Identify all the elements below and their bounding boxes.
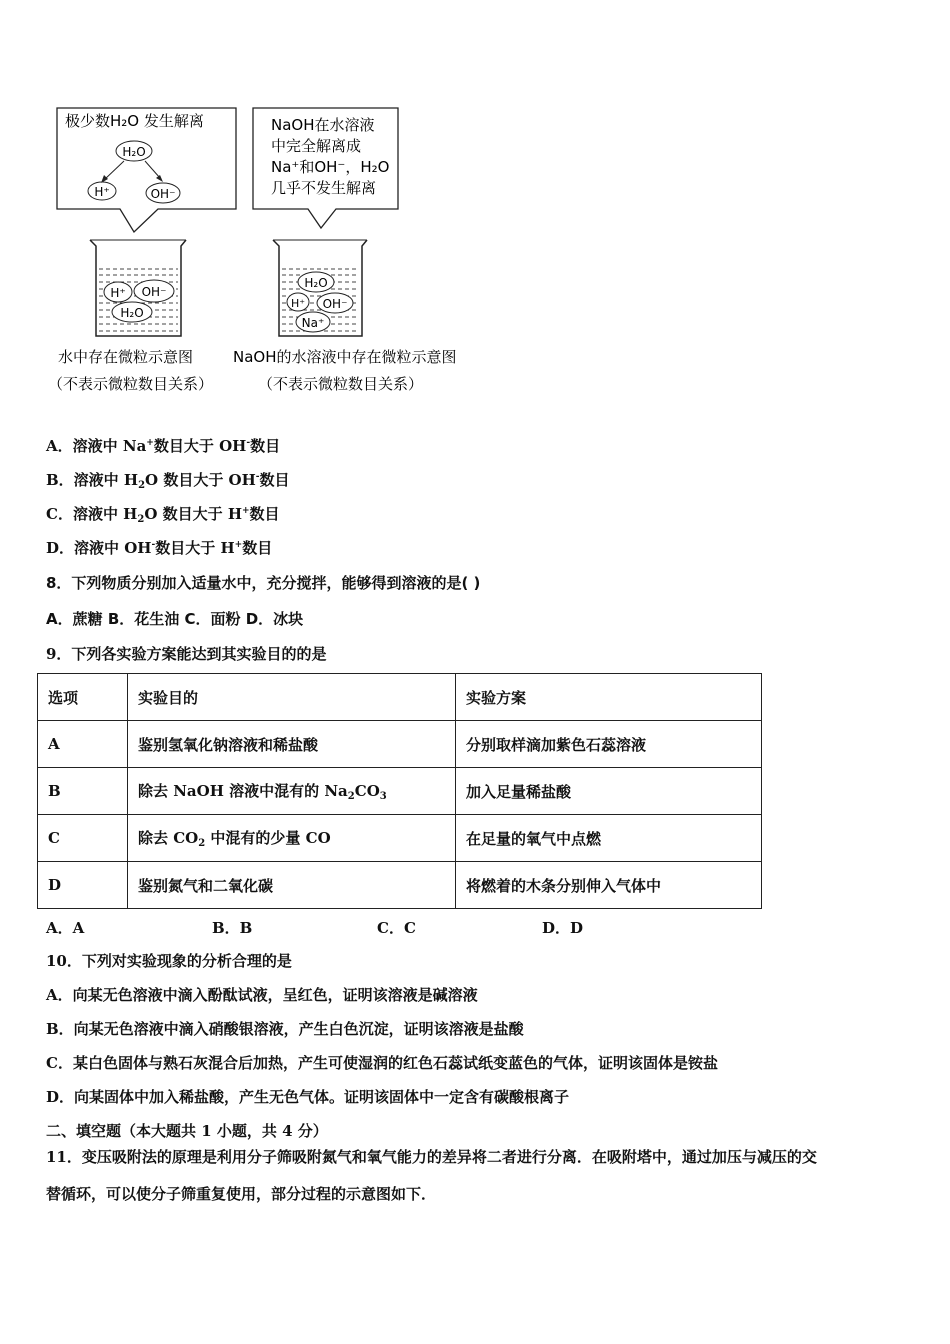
table-row	[38, 768, 762, 815]
q8-options: A．蔗糖 B．花生油 C．面粉 D．冰块	[46, 610, 304, 628]
q7-option-b	[46, 469, 290, 491]
row-a-option: A	[38, 721, 128, 768]
q10-option-a: A．向某无色溶液中滴入酚酞试液，呈红色，证明该溶液是碱溶液	[46, 986, 478, 1004]
row-b-goal-text-2: CO	[354, 782, 380, 800]
q10-option-c: C．某白色固体与熟石灰混合后加热，产生可使湿润的红色石蕊试纸变蓝色的气体，证明该固体是铵盐	[46, 1054, 718, 1072]
right-beaker-h: H⁺	[290, 297, 306, 310]
left-callout	[57, 108, 236, 232]
left-callout-title: 极少数H₂O 发生解离	[65, 112, 204, 130]
table-header-row	[38, 674, 762, 721]
q7-b-sub: 2	[138, 480, 146, 491]
right-callout-line4: 几乎不发生解离	[271, 179, 377, 197]
row-b-goal-text-1: 除去 NaOH 溶液中混有的 Na	[138, 782, 348, 800]
right-beaker-oh: OH⁻	[322, 297, 348, 311]
row-c-plan: 在足量的氧气中点燃	[456, 815, 762, 862]
q7-a-text-1: A．溶液中 Na	[46, 437, 147, 455]
q7-d-sup-2: +	[234, 540, 243, 550]
row-d-goal: 鉴别氮气和二氧化碳	[128, 862, 456, 909]
q7-d-text-2: 数目大于 H	[155, 539, 235, 557]
left-beaker	[90, 240, 186, 336]
ionization-figure	[0, 0, 520, 410]
q7-c-sub: 2	[137, 514, 145, 525]
right-beaker	[273, 240, 367, 336]
row-a-goal: 鉴别氢氧化钠溶液和稀盐酸	[128, 721, 456, 768]
row-b-goal-sub-2: 3	[379, 791, 387, 802]
row-c-goal-text-1: 除去 CO	[138, 829, 199, 847]
q9-table	[37, 673, 762, 909]
right-callout-line3: Na⁺和OH⁻，H₂O	[271, 158, 390, 176]
q7-a-sup-2: -	[246, 438, 251, 448]
right-callout-line1: NaOH在水溶液	[271, 116, 375, 134]
left-beaker-h: H⁺	[110, 286, 126, 300]
table-row	[38, 862, 762, 909]
header-plan: 实验方案	[456, 674, 762, 721]
q9-answer-c: C．C	[377, 919, 416, 937]
header-goal: 实验目的	[128, 674, 456, 721]
q8-stem: 8．下列物质分别加入适量水中，充分搅拌，能够得到溶液的是( )	[46, 574, 481, 592]
q9-answer-d: D．D	[542, 919, 584, 937]
q7-b-text-3: 数目	[259, 471, 290, 489]
q7-d-sup-1: -	[151, 540, 156, 550]
table-row	[38, 815, 762, 862]
right-caption-line2: （不表示微粒数目关系）	[258, 375, 424, 393]
right-callout	[253, 108, 398, 228]
row-d-option: D	[38, 862, 128, 909]
row-b-option: B	[38, 768, 128, 815]
q9-answer-b: B．B	[212, 919, 253, 937]
q7-option-a	[46, 435, 280, 456]
q7-c-text-2: O 数目大于 H	[144, 505, 242, 523]
left-beaker-oh: OH⁻	[141, 285, 167, 299]
row-b-goal	[128, 768, 456, 815]
q10-option-d: D．向某固体中加入稀盐酸，产生无色气体。证明该固体中一定含有碳酸根离子	[46, 1088, 570, 1106]
q10-stem: 10．下列对实验现象的分析合理的是	[46, 952, 292, 970]
q7-option-c	[46, 503, 280, 525]
row-b-goal-sub-1: 2	[347, 791, 355, 802]
q11-line2: 替循环，可以使分子筛重复使用，部分过程的示意图如下．	[46, 1185, 437, 1203]
right-callout-line2: 中完全解离成	[271, 137, 362, 155]
q7-a-text-3: 数目	[250, 437, 281, 455]
row-d-plan: 将燃着的木条分别伸入气体中	[456, 862, 762, 909]
q7-b-sup: -	[255, 472, 260, 482]
left-caption-line2: （不表示微粒数目关系）	[48, 375, 214, 393]
right-beaker-h2o: H₂O	[304, 276, 328, 290]
row-c-goal-text-2: 中混有的少量 CO	[205, 829, 331, 847]
left-callout-oh: OH⁻	[150, 187, 176, 201]
left-callout-h2o: H₂O	[122, 145, 146, 159]
q7-c-text-1: C．溶液中 H	[46, 505, 138, 523]
q7-b-text-2: O 数目大于 OH	[145, 471, 256, 489]
q7-d-text-1: D．溶液中 OH	[46, 539, 152, 557]
q7-b-text-1: B．溶液中 H	[46, 471, 139, 489]
row-c-goal-sub: 2	[198, 838, 206, 849]
q7-c-sup: +	[242, 506, 250, 516]
q7-a-sup-1: +	[146, 438, 154, 448]
q11-line1: 11．变压吸附法的原理是利用分子筛吸附氮气和氧气能力的差异将二者进行分离．在吸附塔中，通过加压与减压的交	[46, 1148, 817, 1166]
q9-answer-a: A．A	[46, 919, 85, 937]
right-beaker-na: Na⁺	[301, 316, 325, 330]
row-a-plan: 分别取样滴加紫色石蕊溶液	[456, 721, 762, 768]
q7-c-text-3: 数目	[249, 505, 280, 523]
q10-option-b: B．向某无色溶液中滴入硝酸银溶液，产生白色沉淀，证明该溶液是盐酸	[46, 1020, 524, 1038]
left-beaker-h2o: H₂O	[120, 306, 144, 320]
row-b-plan: 加入足量稀盐酸	[456, 768, 762, 815]
left-callout-h: H⁺	[94, 185, 110, 199]
q9-stem: 9．下列各实验方案能达到其实验目的的是	[46, 645, 327, 663]
q7-a-text-2: 数目大于 OH	[153, 437, 247, 455]
section-2-heading: 二、填空题（本大题共 1 小题，共 4 分）	[46, 1122, 328, 1140]
header-option: 选项	[38, 674, 128, 721]
table-row	[38, 721, 762, 768]
row-c-goal	[128, 815, 456, 862]
row-c-option: C	[38, 815, 128, 862]
q7-d-text-3: 数目	[242, 539, 273, 557]
right-caption-line1: NaOH的水溶液中存在微粒示意图	[233, 348, 457, 366]
left-caption-line1: 水中存在微粒示意图	[58, 348, 194, 366]
q7-option-d	[46, 537, 272, 558]
